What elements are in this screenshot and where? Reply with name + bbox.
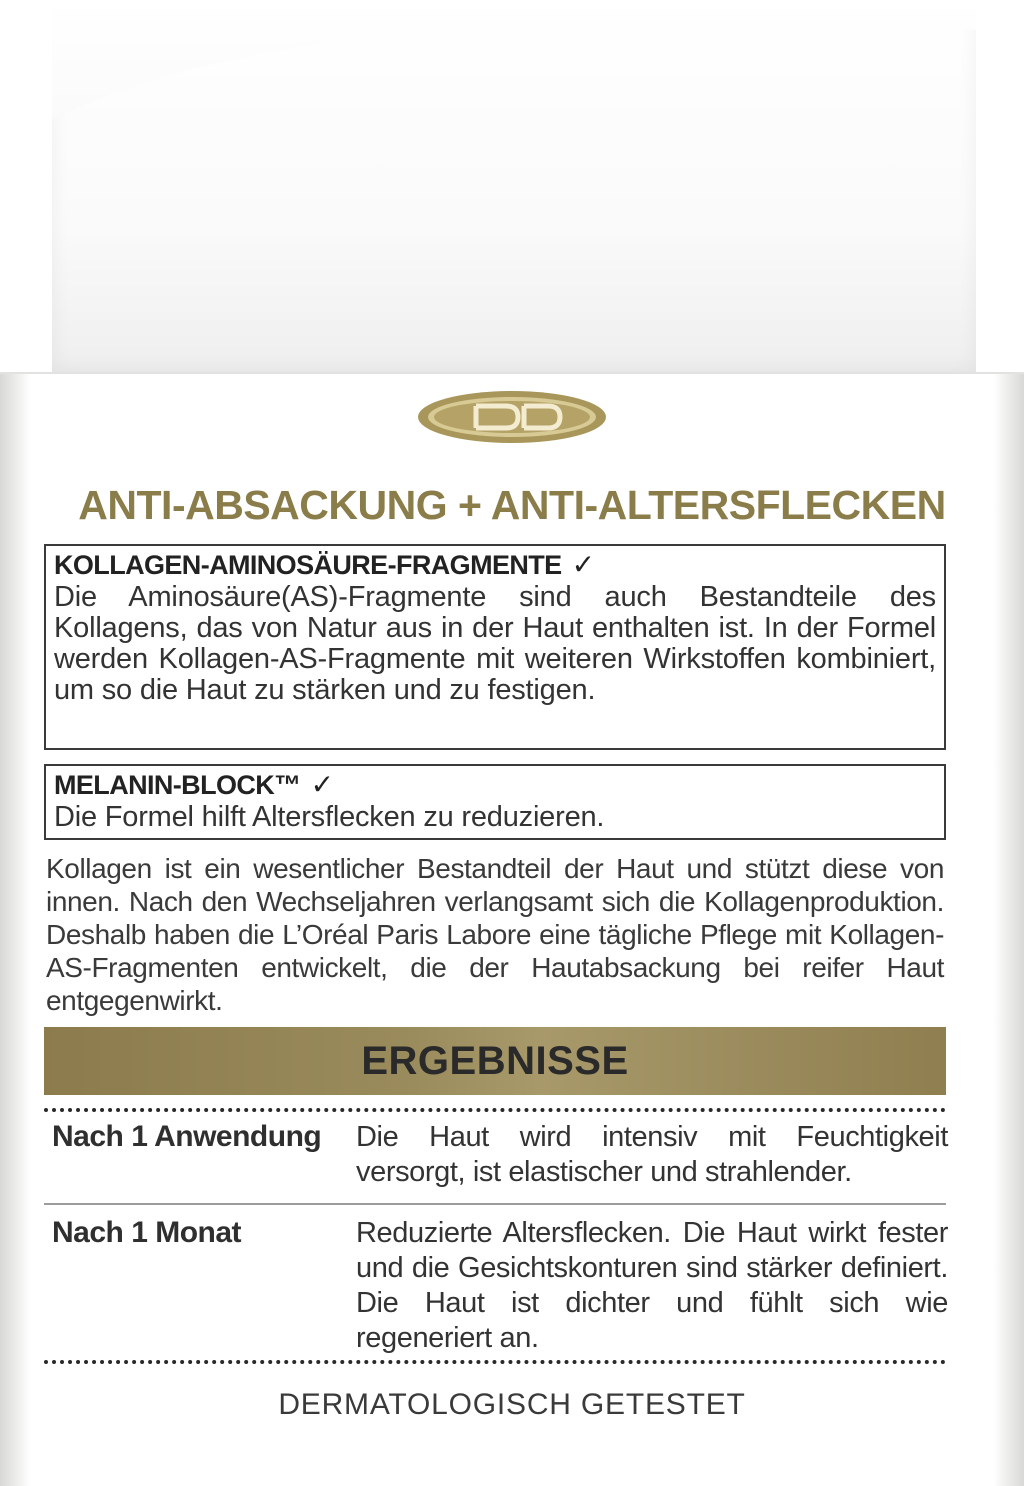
jar-lid-shape <box>52 0 976 380</box>
result-label: Nach 1 Monat <box>52 1216 242 1249</box>
panel-title <box>54 548 936 582</box>
description-paragraph: Kollagen ist ein wesentlicher Bestandteil der Haut und stützt diese von innen. Nach den Wechseljahren verlangsamt sich die Kollagenproduktion. Deshalb haben die L’Oréal Paris Labore eine tägliche Pflege mit Kollagen-AS-Fragmenten entwickelt, die der Hautabsackung bei reifer Haut entgegenwirkt. <box>46 853 944 1016</box>
jar-lid <box>52 0 976 380</box>
ingredient-panel-melanin <box>44 764 946 840</box>
results-heading <box>44 1027 946 1095</box>
brand-emblem-icon <box>414 388 610 451</box>
result-row <box>52 1120 948 1190</box>
product-headline: ANTI-ABSACKUNG + ANTI-ALTERSFLECKEN <box>78 482 946 528</box>
result-row <box>52 1216 948 1356</box>
panel-text: Die Formel hilft Altersflecken zu reduzieren. <box>54 801 605 833</box>
results-title: ERGEBNISSE <box>361 1038 629 1083</box>
panel-title-text: MELANIN-BLOCK™ <box>54 770 301 800</box>
result-text: Die Haut wird intensiv mit Feuchtigkeit versorgt, ist elastischer und strahlender. <box>356 1121 948 1188</box>
panel-title <box>54 768 936 802</box>
check-icon: ✓ <box>310 769 334 800</box>
panel-title-text: KOLLAGEN-AMINOSÄURE-FRAGMENTE <box>54 550 562 580</box>
result-label: Nach 1 Anwendung <box>52 1120 322 1153</box>
result-text: Reduzierte Altersflecken. Die Haut wirkt fester und die Gesichtskonturen sind stärker definiert. Die Haut ist dichter und fühlt sich wie regeneriert an. <box>356 1217 948 1354</box>
panel-text: Die Aminosäure(AS)-Fragmente sind auch Bestandteile des Kollagens, das von Natur aus in der Haut enthalten ist. In der Formel werden Kollagen-AS-Fragmente mit weiteren Wirkstoffen kombiniert, um so die Haut zu stärken und zu festigen. <box>54 581 936 706</box>
dotted-divider-top <box>44 1108 946 1112</box>
dotted-divider-bottom <box>44 1360 946 1364</box>
row-separator <box>44 1203 946 1205</box>
ingredient-panel-collagen <box>44 544 946 750</box>
check-icon: ✓ <box>571 549 595 580</box>
footer-claim: DERMATOLOGISCH GETESTET <box>278 1388 746 1421</box>
